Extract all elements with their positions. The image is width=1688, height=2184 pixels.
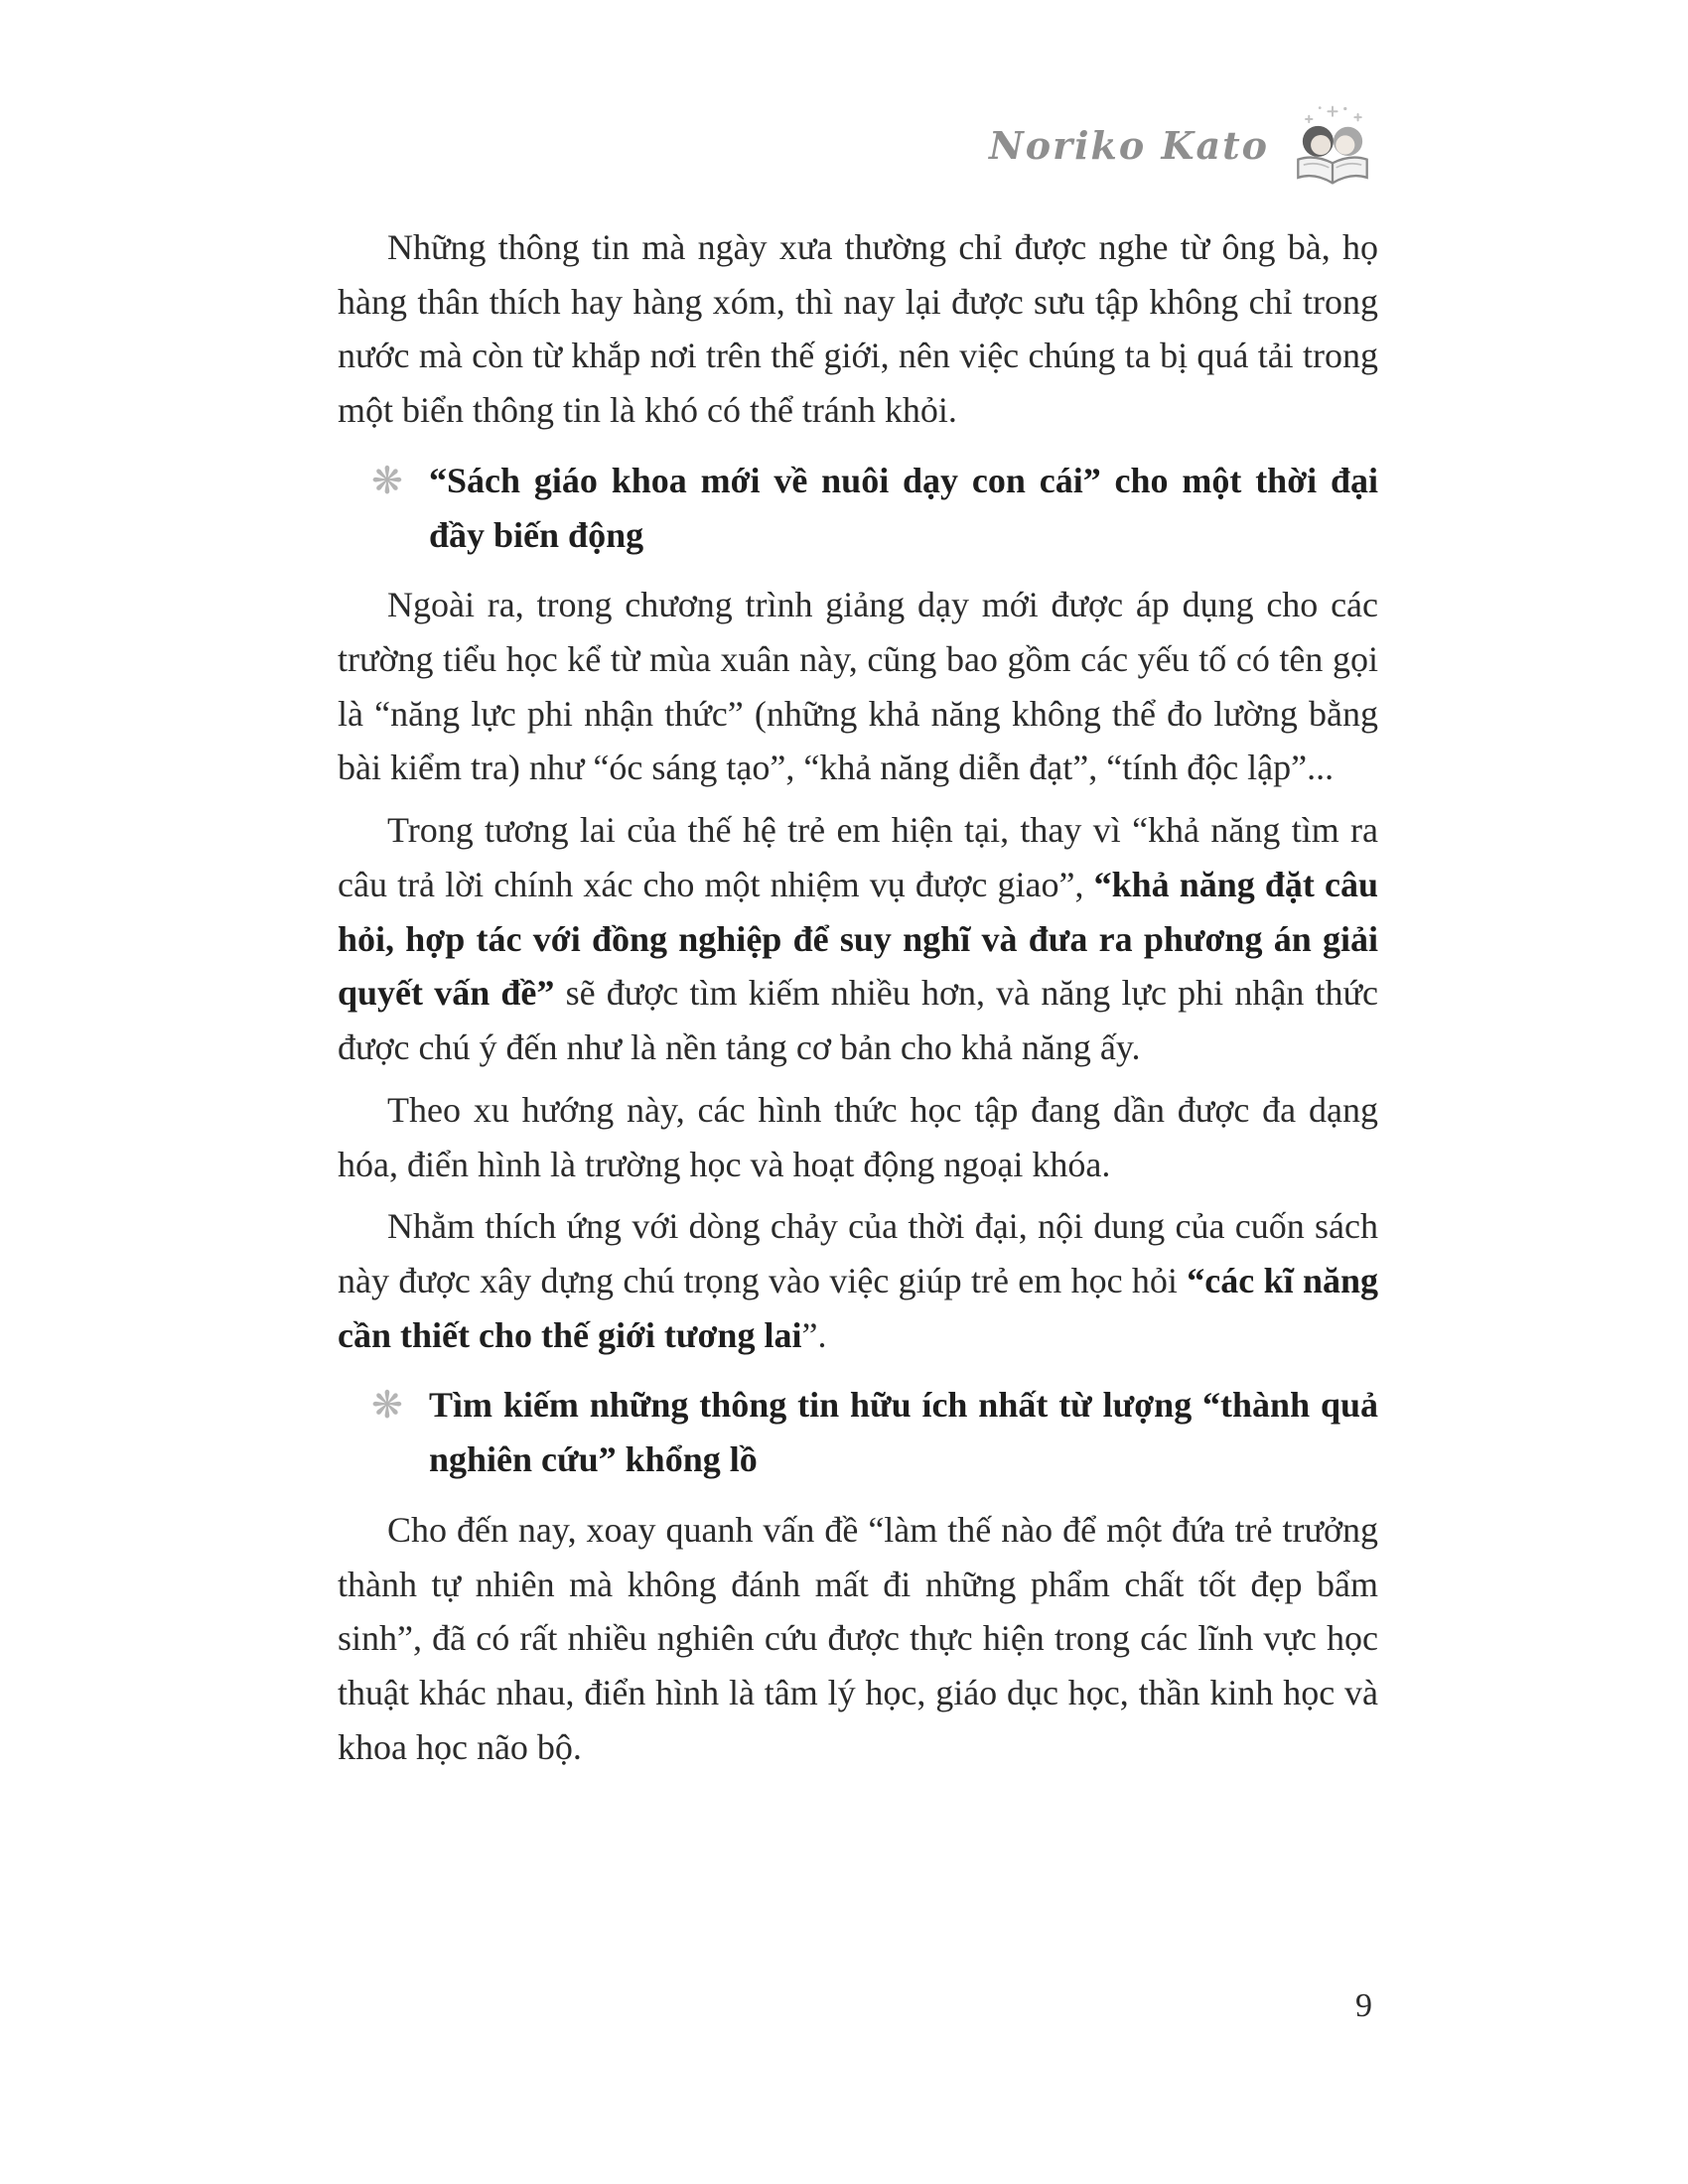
- section-heading: [371, 454, 1378, 562]
- body-paragraph: [338, 1199, 1378, 1362]
- body-paragraph: [338, 1503, 1378, 1775]
- heading-text: [429, 1378, 1378, 1486]
- section-heading: [371, 1378, 1378, 1486]
- page-header: [989, 103, 1378, 187]
- open-book-icon: [1298, 158, 1366, 184]
- content: [338, 220, 1378, 1782]
- body-paragraph: [338, 803, 1378, 1075]
- text-segment: ”.: [801, 1314, 827, 1355]
- text-segment: Trong tương lai của thế hệ trẻ em hiện tại, thay vì “khả năng tìm ra câu trả lời chính xác cho một nhiệm vụ được giao”,: [338, 810, 1378, 904]
- body-paragraph: [338, 578, 1378, 795]
- text-segment: Những thông tin mà ngày xưa thường chỉ được nghe từ ông bà, họ hàng thân thích hay hàng xóm, thì nay lại được sưu tập không chỉ trong nước mà còn từ khắp nơi trên thế giới, nên việc chúng ta bị quá tải trong một biển thông tin là khó có thể tránh khỏi.: [338, 227, 1378, 431]
- flower-icon: ❋: [371, 1383, 403, 1428]
- text-segment: sẽ được tìm kiếm nhiều hơn, và năng lực phi nhận thức được chú ý đến như là nền tảng cơ bản cho khả năng ấy.: [338, 973, 1378, 1068]
- body-paragraph: [338, 220, 1378, 438]
- body-paragraph: [338, 1083, 1378, 1191]
- heading-text: [429, 454, 1378, 562]
- child-left-face: [1311, 135, 1331, 155]
- bold-text-segment: “Sách giáo khoa mới về nuôi dạy con cái” cho một thời đại đầy biến động: [429, 460, 1378, 555]
- bold-text-segment: “các kĩ năng cần thiết cho thế giới tương lai: [338, 1260, 1378, 1355]
- text-segment: Theo xu hướng này, các hình thức học tập đang dần được đa dạng hóa, điển hình là trường học và hoạt động ngoại khóa.: [338, 1089, 1378, 1184]
- bold-text-segment: “khả năng đặt câu hỏi, hợp tác với đồng nghiệp để suy nghĩ và đưa ra phương án giải quyết vấn đề”: [338, 864, 1378, 1014]
- child-right-face: [1336, 135, 1354, 154]
- sparkle-icon: [1306, 106, 1361, 122]
- text-segment: Ngoài ra, trong chương trình giảng dạy mới được áp dụng cho các trường tiểu học kể từ mùa xuân này, cũng bao gồm các yếu tố có tên gọi là “năng lực phi nhận thức” (những khả năng không thể đo lường bằng bài kiểm tra) như “óc sáng tạo”, “khả năng diễn đạt”, “tính độc lập”...: [338, 585, 1378, 788]
- children-reading-illustration: [1287, 103, 1378, 187]
- text-segment: Nhằm thích ứng với dòng chảy của thời đại, nội dung của cuốn sách này được xây dựng chú trọng vào việc giúp trẻ em học hỏi: [338, 1206, 1378, 1300]
- page-number: 9: [1355, 1987, 1372, 2024]
- flower-icon: ❋: [371, 458, 403, 502]
- author-name: Noriko Kato: [989, 122, 1269, 168]
- text-segment: Cho đến nay, xoay quanh vấn đề “làm thế nào để một đứa trẻ trưởng thành tự nhiên mà không đánh mất đi những phẩm chất tốt đẹp bẩm sinh”, đã có rất nhiều nghiên cứu được thực hiện trong các lĩnh vực học thuật khác nhau, điển hình là tâm lý học, giáo dục học, thần kinh học và khoa học não bộ.: [338, 1509, 1378, 1767]
- bold-text-segment: Tìm kiếm những thông tin hữu ích nhất từ lượng “thành quả nghiên cứu” khổng lồ: [429, 1385, 1378, 1480]
